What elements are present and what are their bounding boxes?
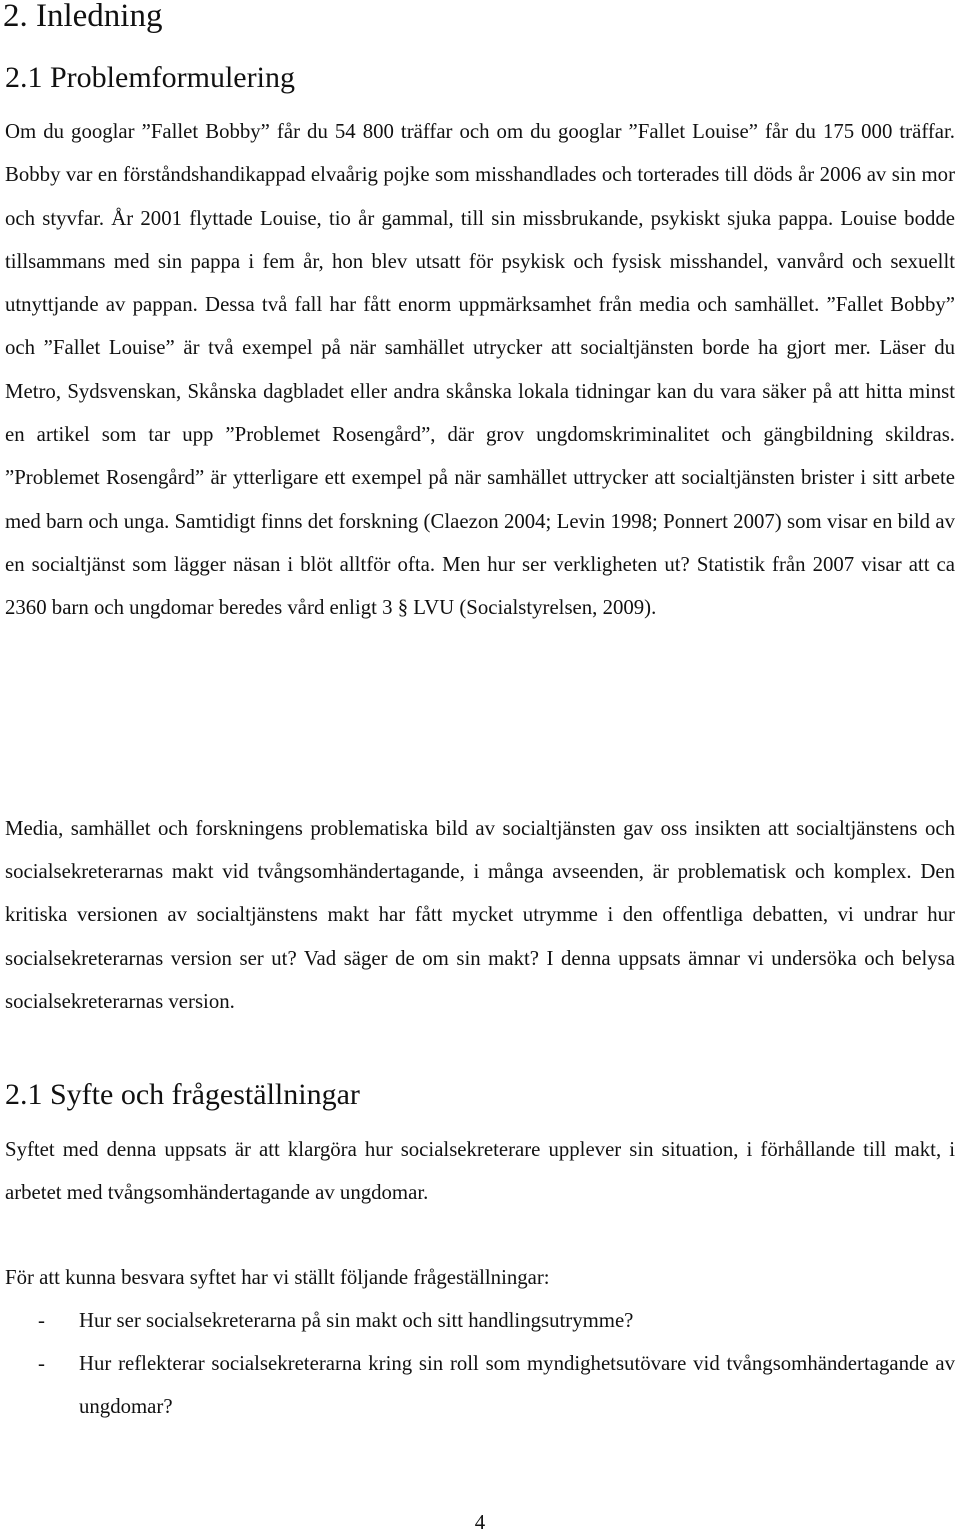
questions-lead: För att kunna besvara syftet har vi ställt följande frågeställningar: [5,1266,550,1289]
chapter-heading: 2. Inledning [3,0,163,34]
bullet-dash: - [38,1309,45,1332]
question-text: Hur ser socialsekreterarna på sin makt och sitt handlingsutrymme? [79,1309,634,1332]
section-heading-problem: 2.1 Problemformulering [5,61,295,94]
question-text: Hur reflekterar socialsekreterarna kring sin roll som myndighetsutövare vid tvångsomhändertagande av ungdomar? [79,1352,955,1418]
problem-paragraph-1: Om du googlar ”Fallet Bobby” får du 54 800 träffar och om du googlar ”Fallet Louise” får du 175 000 träffar. Bobby var en förståndshandikappad elvaårig pojke som misshandlades och torterades till döds år 2006 av sin mor och styvfar. År 2001 flyttade Louise, tio år gammal, till sin missbrukande, psykiskt sjuka pappa. Louise bodde tillsammans med sin pappa i fem år, hon blev utsatt för psykisk och fysisk misshandel, vanvård och sexuellt utnyttjande av pappan. Dessa två fall har fått enorm uppmärksamhet från media och samhället. ”Fallet Bobby” och ”Fallet Louise” är två exempel på när samhället utrycker att socialtjänsten borde ha gjort mer. Läser du Metro, Sydsvenskan, Skånska dagbladet eller andra skånska lokala tidningar kan du vara säker på att hitta minst en artikel som tar upp ”Problemet Rosengård”, där grov ungdomskriminalitet och gängbildning skildras. ”Problemet Rosengård” är ytterligare ett exempel på när samhället uttrycker att socialtjänsten brister i sitt arbete med barn och unga. Samtidigt finns det forskning (Claezon 2004; Levin 1998; Ponnert 2007) som visar en bild av en socialtjänst som lägger näsan i blöt alltför ofta. Men hur ser verkligheten ut? Statistik från 2007 visar att ca 2360 barn och ungdomar beredes vård enligt 3 § LVU (Socialstyrelsen, 2009). [5,120,955,620]
list-item [5,1299,955,1342]
section-heading-purpose: 2.1 Syfte och frågeställningar [5,1078,360,1111]
list-item [5,1342,955,1428]
page-number: 4 [474,1511,486,1534]
purpose-paragraph: Syftet med denna uppsats är att klargöra hur socialsekreterare upplever sin situation, i förhållande till makt, i arbetet med tvångsomhändertagande av ungdomar. [5,1138,955,1205]
problem-paragraph-2: Media, samhället och forskningens problematiska bild av socialtjänsten gav oss insikten att socialtjänstens och socialsekreterarnas makt vid tvångsomhändertagande, i många avseenden, är problematisk och komplex. Den kritiska versionen av socialtjänstens makt har fått mycket utrymme i den offentliga debatten, vi undrar hur socialsekreterarnas version ser ut? Vad säger de om sin makt? I denna uppsats ämnar vi undersöka och belysa socialsekreterarnas version. [5,817,955,1013]
bullet-dash: - [38,1352,45,1375]
questions-list [5,1299,955,1428]
